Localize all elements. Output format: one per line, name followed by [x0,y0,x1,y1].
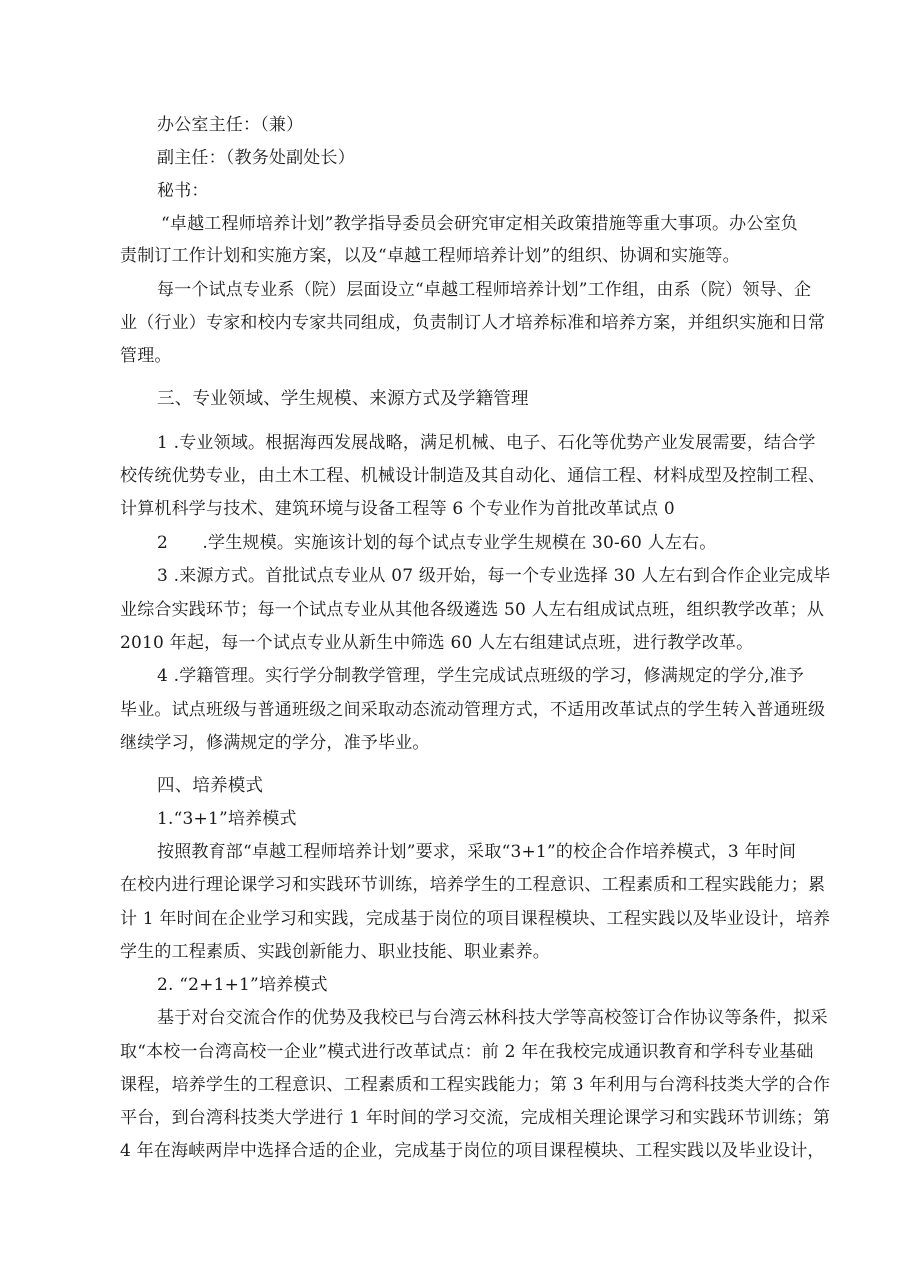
paragraph-line: 平台，到台湾科技类大学进行 1 年时间的学习交流，完成相关理论课学习和实践环节训练；第 [120,1108,831,1128]
paragraph-line: 4 .学籍管理。实行学分制教学管理，学生完成试点班级的学习，修满规定的学分,准予 [157,666,805,686]
paragraph-line: 责制订工作计划和实施方案，以及“卓越工程师培养计划”的组织、协调和实施等。 [120,246,740,266]
paragraph-line: 管理。 [120,346,172,366]
paragraph-line: 计 1 年时间在企业学习和实践，完成基于岗位的项目课程模块、工程实践以及毕业设计，培养 [120,909,831,929]
secretary-line: 秘书： [157,181,209,201]
paragraph-line: 基于对台交流合作的优势及我校已与台湾云林科技大学等高校签订合作协议等条件，拟采 [157,1008,828,1028]
section-heading-3: 三、专业领域、学生规模、来源方式及学籍管理 [157,389,529,409]
subsection-heading-1: 1.“3+1”培养模式 [157,809,297,829]
paragraph-line: 校传统优势专业，由土木工程、机械设计制造及其自动化、通信工程、材料成型及控制工程、 [120,466,826,486]
paragraph-line: 按照教育部“卓越工程师培养计划”要求，采取“3+1”的校企合作培养模式，3 年时间 [157,842,797,862]
paragraph-line: 2010 年起，每一个试点专业从新生中筛选 60 人左右组建试点班，进行教学改革。 [120,633,754,653]
paragraph-line: 毕业。试点班级与普通班级之间采取动态流动管理方式，不适用改革试点的学生转入普通班级 [120,700,826,720]
paragraph-line: 业综合实践环节；每一个试点专业从其他各级遴选 50 人左右组成试点班，组织教学改革；从 [120,600,825,620]
paragraph-line: 业（行业）专家和校内专家共同组成，负责制订人才培养标准和培养方案，并组织实施和日常 [120,313,826,333]
deputy-director-line: 副主任：（教务处副处长） [157,148,355,168]
paragraph-line: 学生的工程素质、实践创新能力、职业技能、职业素养。 [120,942,550,962]
paragraph-line: 取“本校一台湾高校一企业”模式进行改革试点：前 2 年在我校完成通识教育和学科专业基础 [120,1042,814,1062]
section-heading-4: 四、培养模式 [157,776,264,796]
paragraph-line: 1 .专业领域。根据海西发展战略，满足机械、电子、石化等优势产业发展需要，结合学 [157,433,816,453]
subsection-heading-2: 2. “2+1+1”培养模式 [157,975,328,995]
paragraph-line: 课程，培养学生的工程意识、工程素质和工程实践能力；第 3 年利用与台湾科技类大学的合作 [120,1075,831,1095]
paragraph-line: “卓越工程师培养计划”教学指导委员会研究审定相关政策措施等重大事项。办公室负 [161,214,798,234]
paragraph-line: 继续学习，修满规定的学分，准予毕业。 [120,733,430,753]
paragraph-line: 4 年在海峡两岸中选择合适的企业，完成基于岗位的项目课程模块、工程实践以及毕业设计， [120,1141,825,1161]
paragraph-line: 3 .来源方式。首批试点专业从 07 级开始，每一个专业选择 30 人左右到合作企业完成毕 [157,566,831,586]
paragraph-line: 每一个试点专业系（院）层面设立“卓越工程师培养计划”工作组，由系（院）领导、企 [157,280,812,300]
paragraph-line: 在校内进行理论课学习和实践环节训练，培养学生的工程意识、工程素质和工程实践能力；累 [120,875,826,895]
paragraph-line: 2 .学生规模。实施该计划的每个试点专业学生规模在 30-60 人左右。 [157,533,717,553]
office-director-line: 办公室主任：（兼） [157,115,304,135]
paragraph-line: 计算机科学与技术、建筑环境与设备工程等 6 个专业作为首批改革试点 0 [120,499,675,519]
